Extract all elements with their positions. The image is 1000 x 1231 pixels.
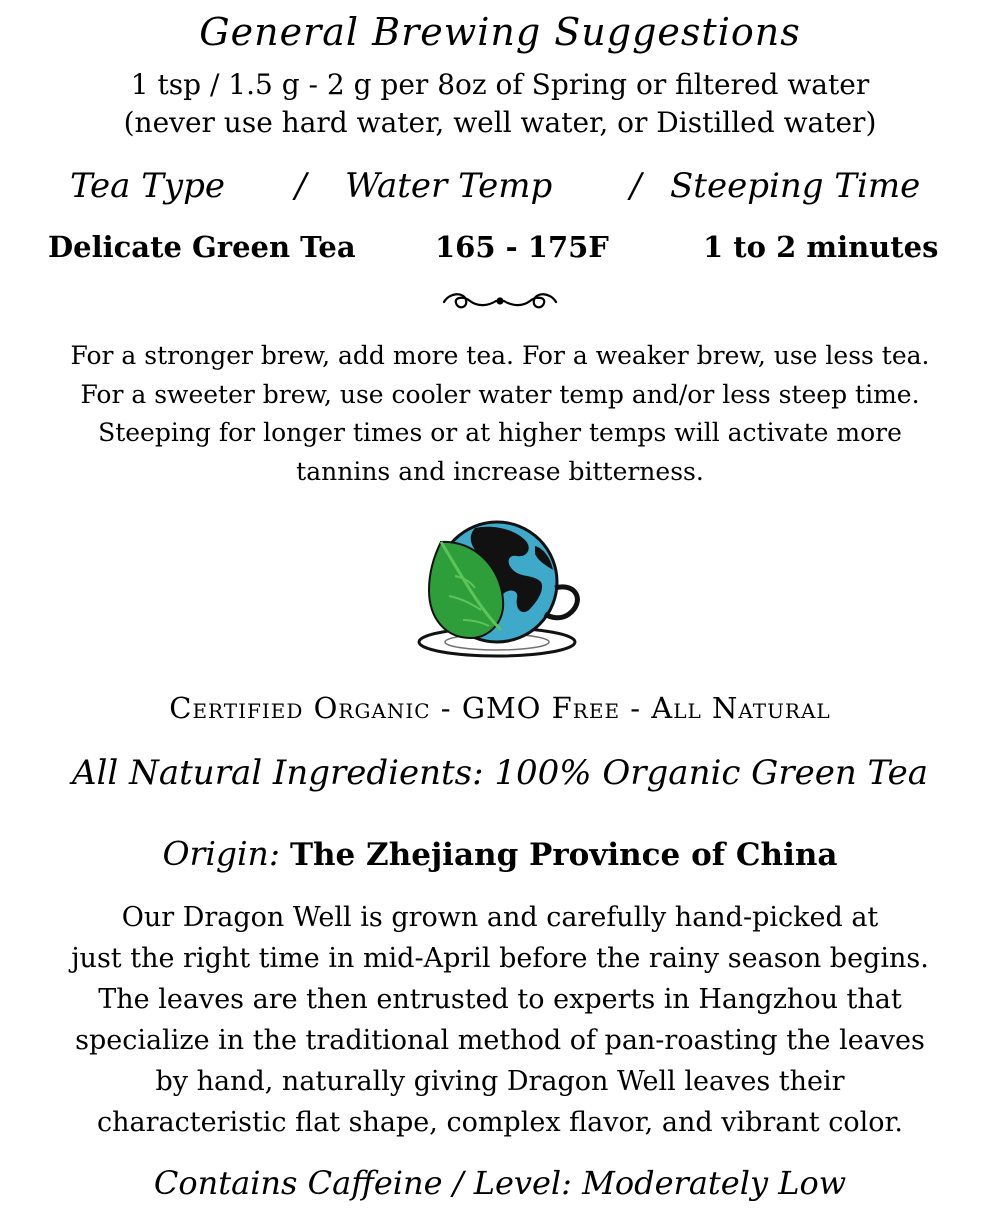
origin-label: Origin: xyxy=(162,834,280,873)
cell-water-temp: 165 - 175F xyxy=(435,230,609,264)
advice-line: For a sweeter brew, use cooler water temp and/or less steep time. xyxy=(80,379,920,409)
advice-line: tannins and increase bitterness. xyxy=(296,456,704,486)
description-line: by hand, naturally giving Dragon Well leaves their xyxy=(155,1066,845,1097)
certifications: Certified Organic - GMO Free - All Natural xyxy=(169,691,831,725)
caffeine-level: Contains Caffeine / Level: Moderately Low xyxy=(153,1164,847,1202)
description-line: just the right time in mid-April before the rainy season begins. xyxy=(71,943,929,974)
advice-line: For a stronger brew, add more tea. For a weaker brew, use less tea. xyxy=(70,341,930,370)
header-steeping-time: Steeping Time xyxy=(670,166,921,206)
dose-line: 1 tsp / 1.5 g - 2 g per 8oz of Spring or filtered water xyxy=(130,68,870,101)
water-warning-line: (never use hard water, well water, or Distilled water) xyxy=(123,106,877,139)
header-water-temp: Water Temp xyxy=(345,166,553,206)
tea-leaf-globe-cup-logo-icon xyxy=(405,518,595,668)
description-line: characteristic flat shape, complex flavor, and vibrant color. xyxy=(96,1107,903,1138)
header-separator: / xyxy=(295,166,307,206)
brew-advice xyxy=(0,337,1000,491)
cell-steeping-time: 1 to 2 minutes xyxy=(703,230,939,264)
cell-tea-type: Delicate Green Tea xyxy=(48,230,356,264)
brewing-table-row xyxy=(30,222,970,272)
description-line: specialize in the traditional method of pan-roasting the leaves xyxy=(75,1025,925,1056)
flourish-divider-icon xyxy=(440,288,560,314)
page-title: General Brewing Suggestions xyxy=(199,10,801,54)
origin-value: The Zhejiang Province of China xyxy=(289,837,838,873)
header-separator: / xyxy=(630,166,642,206)
dose-instructions xyxy=(0,66,1000,142)
description-line: Our Dragon Well is grown and carefully hand-picked at xyxy=(121,902,879,933)
origin xyxy=(0,832,1000,877)
product-description xyxy=(0,897,1000,1143)
ingredients: All Natural Ingredients: 100% Organic Green Tea xyxy=(72,753,928,793)
advice-line: Steeping for longer times or at higher temps will activate more xyxy=(98,418,902,447)
header-tea-type: Tea Type xyxy=(70,166,226,206)
description-line: The leaves are then entrusted to experts in Hangzhou that xyxy=(98,984,902,1015)
brewing-table-header xyxy=(30,160,970,212)
